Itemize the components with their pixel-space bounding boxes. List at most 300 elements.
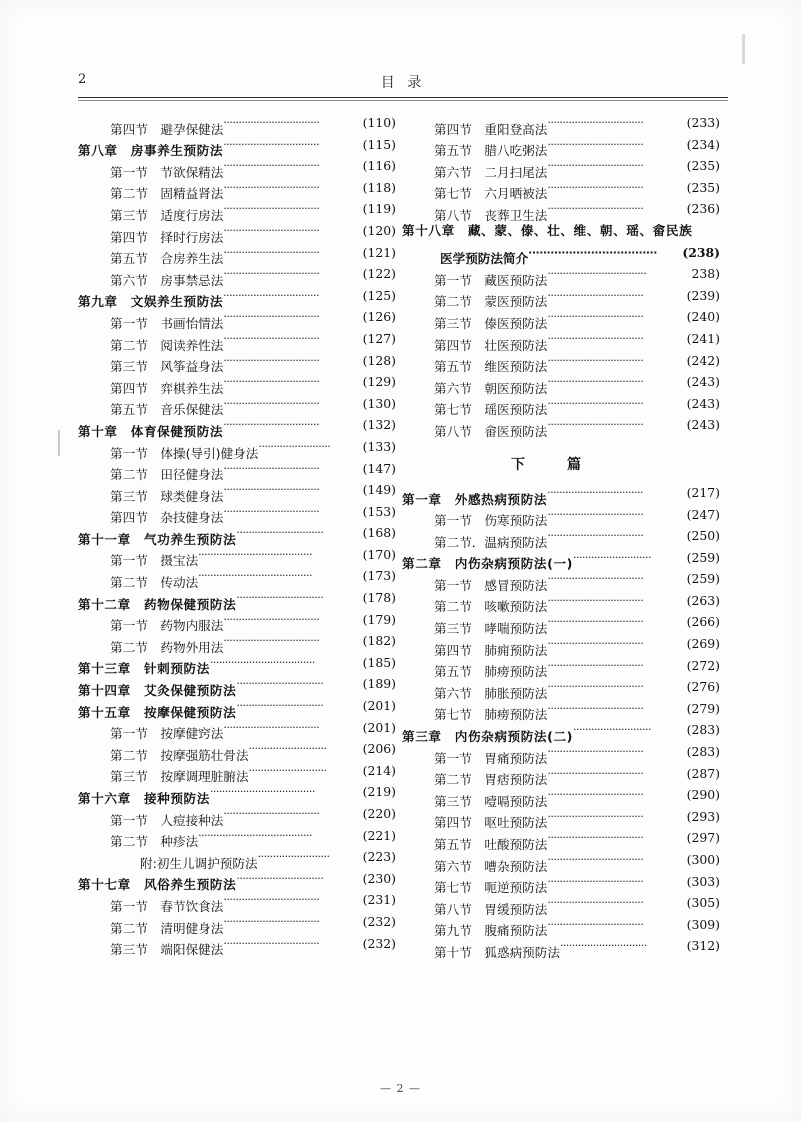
toc-leader-dots: ····························· (236, 526, 324, 540)
toc-entry (76, 717, 396, 742)
toc-leader-dots: ································ (223, 612, 320, 626)
toc-entry (76, 695, 396, 720)
toc-leader-dots: ································ (223, 914, 320, 928)
toc-entry-page: (283) (686, 722, 720, 738)
toc-entry-page: (128) (362, 352, 396, 368)
toc-leader-dots: ································ (547, 593, 644, 607)
toc-entry (400, 350, 720, 375)
page-header (78, 72, 728, 98)
toc-leader-dots: ································ (223, 634, 320, 648)
toc-entry-page: (235) (686, 158, 720, 174)
toc-leader-dots: ································ (547, 874, 644, 888)
toc-entry (76, 177, 396, 202)
folio-number: 2 (78, 72, 87, 87)
toc-entry-page: (235) (686, 179, 720, 195)
toc-entry (76, 328, 396, 353)
toc-entry-label: 第七节 瑶医预防法 (434, 402, 548, 418)
toc-entry-label: 第二节 阅读养性法 (110, 337, 224, 353)
toc-entry-label: 第四节 避孕保健法 (110, 121, 224, 137)
toc-entry (400, 112, 720, 137)
toc-entry (76, 760, 396, 785)
toc-entry-label: 第三节 风筝益身法 (110, 359, 224, 375)
toc-entry (400, 198, 720, 223)
toc-entry-page: (214) (362, 762, 396, 778)
toc-entry-page: (231) (362, 892, 396, 908)
toc-leader-dots: ··································· (209, 655, 315, 669)
toc-leader-dots: ································ (223, 504, 320, 518)
toc-entry (76, 825, 396, 850)
toc-entry-page: (125) (362, 287, 396, 303)
toc-entry-page: (243) (686, 395, 720, 411)
toc-entry (400, 393, 720, 418)
toc-entry-page: (118) (362, 179, 396, 195)
toc-entry-label: 第七节 呃逆预防法 (434, 880, 548, 896)
toc-entry-label: 第六节 嘈杂预防法 (434, 858, 548, 874)
toc-entry-label: 第八节 畲医预防法 (434, 423, 548, 439)
toc-leader-dots: ································ (223, 483, 320, 497)
toc-entry-label: 第二节 蒙医预防法 (434, 294, 548, 310)
toc-entry (400, 741, 720, 766)
toc-entry-page: (120) (362, 222, 396, 238)
toc-entry-page: (309) (686, 916, 720, 932)
toc-leader-dots: ························ (258, 439, 331, 453)
toc-entry-page: (242) (686, 352, 720, 368)
toc-entry-page: (217) (686, 484, 720, 500)
toc-entry (76, 544, 396, 569)
toc-entry-label: 第四节 杂技健身法 (110, 510, 224, 526)
toc-leader-dots: ································ (223, 288, 320, 302)
toc-leader-dots: ································ (547, 353, 644, 367)
toc-entry-label: 第一节 按摩健窍法 (110, 726, 224, 742)
toc-entry-page: (238) (682, 244, 720, 260)
toc-entry-label: 第六节 肺胀预防法 (434, 685, 548, 701)
toc-entry (400, 827, 720, 852)
toc-entry (76, 587, 396, 612)
toc-entry-page: (279) (686, 700, 720, 716)
toc-entry-page: (259) (686, 571, 720, 587)
toc-entry-page: (266) (686, 614, 720, 630)
toc-leader-dots: ································ (547, 180, 644, 194)
toc-leader-dots: ································ (547, 766, 644, 780)
toc-entry-label: 第七节 六月晒被法 (434, 186, 548, 202)
toc-entry-page: (259) (686, 549, 720, 565)
toc-leader-dots: ··································· (209, 785, 315, 799)
toc-entry-label: 第三节 傣医预防法 (434, 315, 548, 331)
toc-entry-label: 第一节 体操(导引)健身法 (110, 445, 259, 461)
toc-entry-page: (122) (362, 266, 396, 282)
toc-entry (76, 436, 396, 461)
toc-leader-dots: ································· (547, 267, 647, 281)
toc-entry-page: (110) (362, 115, 396, 130)
toc-leader-dots: ································ (547, 137, 644, 151)
toc-leader-dots: ································ (547, 572, 644, 586)
toc-entry (400, 285, 720, 310)
toc-entry-label: 第五节 合房养生法 (110, 251, 224, 267)
toc-entry-label: 第四节 弈棋养生法 (110, 380, 224, 396)
toc-entry (400, 547, 720, 572)
toc-entry-label: 第六节 朝医预防法 (434, 380, 548, 396)
toc-entry-page: (232) (362, 913, 396, 929)
toc-entry (400, 763, 720, 788)
toc-entry-label: 第十八章 藏、蒙、傣、壮、维、朝、瑶、畲民族 (402, 222, 693, 238)
toc-leader-dots: ································ (547, 202, 644, 216)
toc-entry-label: 第十四章 艾灸保健预防法 (78, 683, 237, 699)
toc-entry-page: (272) (686, 657, 720, 673)
page-footer: — 2 — (380, 1082, 421, 1095)
toc-entry-label: 第十一章 气功养生预防法 (78, 531, 237, 547)
toc-entry-label: 第二节 咳嗽预防法 (434, 599, 548, 615)
toc-column-left (76, 112, 396, 958)
toc-entry (400, 177, 720, 202)
page-edge-mark-left (58, 430, 60, 456)
toc-entry-label: 第七节 肺痨预防法 (434, 707, 548, 723)
toc-entry-page: (220) (362, 806, 396, 821)
toc-leader-dots: ························ (257, 850, 330, 864)
toc-leader-dots: ································ (223, 807, 320, 820)
toc-entry-page: (201) (362, 698, 396, 714)
toc-entry (76, 652, 396, 677)
toc-entry (76, 371, 396, 396)
toc-entry-label: 第二节 药物外用法 (110, 639, 224, 655)
toc-entry-page: (247) (686, 506, 720, 522)
toc-entry-page: (129) (362, 374, 396, 390)
toc-entry-label: 第一节 藏医预防法 (434, 272, 548, 288)
toc-entry-page: (189) (362, 676, 396, 692)
toc-entry-page: (293) (686, 808, 720, 824)
toc-entry (400, 590, 720, 615)
toc-leader-dots: ································ (547, 745, 644, 759)
toc-entry-page: (241) (686, 330, 720, 346)
toc-entry-page: (147) (362, 460, 396, 476)
toc-entry-label: 第三节 按摩调理脏腑法 (110, 769, 249, 785)
toc-leader-dots: ····························· (236, 677, 324, 691)
toc-entry-label: 第六节 房事禁忌法 (110, 272, 224, 288)
toc-entry-label: 第一节 春节饮食法 (110, 898, 224, 914)
toc-entry-label: 第二节 传动法 (110, 575, 199, 591)
toc-entry (76, 868, 396, 893)
toc-entry (400, 306, 720, 331)
toc-leader-dots: ································ (547, 809, 644, 823)
toc-entry-label: 第一章 外感热病预防法 (402, 491, 548, 507)
toc-entry-page: (179) (362, 611, 396, 627)
toc-entry (76, 285, 396, 310)
toc-entry (76, 263, 396, 288)
toc-entry (400, 525, 720, 550)
toc-entry-page: (149) (362, 482, 396, 498)
toc-leader-dots: ································ (547, 658, 644, 672)
toc-entry-page: 238) (691, 266, 720, 282)
toc-entry-page: (206) (362, 741, 396, 757)
toc-entry-label: 第一节 摄宝法 (110, 553, 199, 569)
toc-entry (76, 565, 396, 591)
toc-leader-dots: ································ (547, 418, 644, 432)
toc-leader-dots: ································ (547, 507, 644, 521)
toc-leader-dots: ··································· (528, 245, 657, 259)
toc-entry (76, 220, 396, 245)
toc-entry-page: (243) (686, 417, 720, 433)
toc-entry (400, 220, 720, 242)
toc-entry (76, 501, 396, 526)
toc-entry-page: (234) (686, 136, 720, 152)
toc-entry-page: (130) (362, 395, 396, 411)
toc-entry (400, 568, 720, 593)
toc-leader-dots: ······································ (198, 828, 313, 842)
toc-entry-label: 第十二章 药物保健预防法 (78, 596, 237, 612)
toc-entry-page: (133) (362, 438, 396, 454)
toc-entry (76, 738, 396, 763)
toc-entry (400, 504, 720, 529)
toc-entry-label: 第八节 丧葬卫生法 (434, 207, 548, 223)
toc-leader-dots: ································ (223, 202, 320, 216)
page-edge-mark-top (742, 34, 745, 64)
toc-entry-label: 第三节 哮喘预防法 (434, 621, 548, 637)
toc-entry-page: (126) (362, 309, 396, 325)
toc-entry-label: 第五节 维医预防法 (434, 359, 548, 375)
toc-entry-page: (236) (686, 201, 720, 217)
toc-entry (76, 889, 396, 914)
toc-entry (76, 414, 396, 439)
toc-leader-dots: ····························· (236, 699, 324, 713)
toc-entry-page: (185) (362, 654, 396, 670)
header-rule-secondary (78, 100, 728, 101)
toc-entry-page: (121) (362, 244, 396, 260)
toc-entry-page: (243) (686, 374, 720, 390)
toc-entry (400, 414, 720, 439)
toc-entry (400, 914, 720, 939)
toc-leader-dots: ································ (547, 331, 644, 345)
toc-leader-dots: ································ (547, 116, 644, 129)
toc-entry-label: 第四节 择时行房法 (110, 229, 224, 245)
toc-entry (76, 242, 396, 267)
toc-entry-label: 第二节 田径健身法 (110, 467, 224, 483)
toc-entry (400, 784, 720, 809)
toc-entry-page: (182) (362, 633, 396, 649)
toc-leader-dots: ······································ (198, 569, 313, 583)
toc-entry-page: (201) (362, 719, 396, 735)
toc-leader-dots: ·························· (248, 763, 327, 777)
toc-entry (76, 609, 396, 634)
toc-leader-dots: ·························· (248, 742, 327, 756)
toc-entry-label: 第四节 壮医预防法 (434, 337, 548, 353)
toc-entry-page: (287) (686, 765, 720, 781)
header-title: 目 录 (380, 75, 426, 91)
toc-leader-dots: ································ (223, 310, 320, 324)
toc-entry-page: (269) (686, 636, 720, 652)
toc-leader-dots: ································ (223, 245, 320, 259)
toc-entry-label: 第二节 按摩强筋壮骨法 (110, 747, 249, 763)
toc-entry-label: 第二节 种疹法 (110, 834, 199, 850)
toc-entry-label: 附:初生儿调护预防法 (140, 855, 258, 871)
toc-leader-dots: ······································ (198, 547, 313, 561)
toc-entry-label: 第二节 胃痞预防法 (434, 772, 548, 788)
toc-entry (76, 479, 396, 504)
toc-entry-page: (312) (686, 938, 720, 954)
toc-entry-page: (178) (362, 590, 396, 606)
toc-entry-label: 第三节 适度行房法 (110, 207, 224, 223)
toc-leader-dots: ································ (223, 267, 320, 281)
toc-entry-page: (263) (686, 592, 720, 608)
toc-entry-page: (297) (686, 830, 720, 846)
toc-entry-page: (115) (362, 136, 396, 152)
toc-leader-dots: ·························· (573, 550, 651, 564)
toc-entry (400, 698, 720, 723)
toc-entry-page: (283) (686, 744, 720, 760)
toc-entry (76, 522, 396, 547)
toc-leader-dots: ································ (547, 529, 644, 543)
toc-entry-label: 第三节 端阳保健法 (110, 942, 224, 958)
toc-leader-dots: ································ (223, 116, 320, 129)
toc-entry-page: (132) (362, 417, 396, 433)
toc-entry-label: 第一节 伤寒预防法 (434, 513, 548, 529)
toc-entry (76, 393, 396, 418)
toc-entry-label: 第十节 狐惑病预防法 (434, 944, 560, 960)
toc-leader-dots: ································ (223, 137, 320, 151)
toc-entry-label: 第十六章 接种预防法 (78, 791, 210, 806)
toc-entry-page: (305) (686, 895, 720, 911)
toc-entry-label: 第六节 二月扫尾法 (434, 164, 548, 180)
toc-leader-dots: ····························· (559, 939, 647, 953)
toc-leader-dots: ································ (223, 936, 320, 950)
toc-entry (76, 911, 396, 936)
toc-entry-label: 第一节 人痘接种法 (110, 812, 224, 828)
toc-entry (76, 198, 396, 223)
toc-entry-label: 第二章 内伤杂病预防法(一) (402, 556, 574, 572)
header-rule (78, 97, 728, 98)
toc-entry-label: 第十五章 按摩保健预防法 (78, 704, 237, 720)
toc-entry-label: 医学预防法简介 (440, 251, 529, 267)
part-heading: 下 篇 (511, 456, 595, 473)
toc-leader-dots: ································ (223, 223, 320, 237)
toc-entry (76, 134, 396, 159)
toc-leader-dots: ································ (547, 375, 644, 389)
toc-leader-dots: ································ (547, 701, 644, 715)
toc-leader-dots: ································ (223, 353, 320, 367)
toc-entry-page: (303) (686, 873, 720, 889)
toc-entry-label: 第二节．温病预防法 (434, 534, 548, 550)
toc-entry-page: (173) (362, 568, 396, 584)
toc-entry-label: 第五节 肺痨预防法 (434, 664, 548, 680)
toc-entry (76, 673, 396, 699)
toc-entry (400, 676, 720, 701)
toc-leader-dots: ····························· (236, 871, 324, 885)
toc-entry (76, 781, 396, 806)
toc-entry-label: 第八章 房事养生预防法 (78, 143, 224, 159)
toc-leader-dots: ································ (223, 396, 320, 410)
toc-entry-page: (153) (362, 503, 396, 519)
toc-entry-label: 第二节 清明健身法 (110, 920, 224, 936)
toc-entry-label: 第三章 内伤杂病预防法(二) (402, 729, 574, 745)
toc-leader-dots: ································ (547, 637, 644, 651)
toc-entry-page: (127) (362, 330, 396, 346)
toc-entry-label: 第五节 腊八吃粥法 (434, 143, 548, 159)
toc-entry-page: (290) (686, 787, 720, 803)
toc-entry-page: (239) (686, 287, 720, 303)
toc-entry-page: (223) (362, 849, 396, 865)
toc-entry (400, 892, 720, 917)
toc-entry (400, 482, 720, 507)
toc-entry (400, 849, 720, 874)
toc-entry-page: (119) (362, 201, 396, 217)
toc-entry (400, 633, 720, 658)
toc-leader-dots: ································ (223, 720, 320, 734)
toc-entry (76, 155, 396, 180)
toc-entry-page: (232) (362, 935, 396, 951)
toc-leader-dots: ································ (547, 615, 644, 629)
toc-entry (400, 719, 720, 745)
toc-entry-label: 第九节 腹痛预防法 (434, 923, 548, 939)
toc-entry-page: (233) (686, 115, 720, 130)
toc-entry (400, 806, 720, 831)
toc-leader-dots: ································ (223, 893, 320, 907)
toc-entry (400, 242, 720, 267)
toc-entry (76, 803, 396, 828)
toc-entry-label: 第一节 感冒预防法 (434, 577, 548, 593)
toc-entry-label: 第十章 体育保健预防法 (78, 423, 224, 439)
toc-entry-page: (219) (362, 784, 396, 800)
toc-leader-dots: ································ (547, 831, 644, 845)
toc-entry-page: (170) (362, 546, 396, 562)
toc-leader-dots: ································ (223, 331, 320, 345)
toc-entry-label: 第四节 肺痈预防法 (434, 642, 548, 658)
toc-entry-label: 第五节 吐酸预防法 (434, 837, 548, 852)
toc-entry-label: 第八节 胃缓预防法 (434, 901, 548, 917)
toc-leader-dots: ····························· (236, 591, 324, 605)
toc-leader-dots: ································ (547, 853, 644, 866)
toc-entry-label: 第四节 呕吐预防法 (434, 815, 548, 831)
toc-entry (76, 306, 396, 331)
toc-entry-label: 第五节 音乐保健法 (110, 402, 224, 418)
toc-entry-page: (240) (686, 309, 720, 325)
toc-entry-page: (250) (686, 528, 720, 544)
toc-entry-label: 第一节 节欲保精法 (110, 164, 224, 180)
toc-column-right (400, 112, 720, 960)
toc-entry-label: 第三节 噎嗝预防法 (434, 793, 548, 809)
toc-entry (76, 350, 396, 375)
toc-entry (76, 112, 396, 137)
toc-entry-page: (276) (686, 679, 720, 695)
toc-entry (400, 371, 720, 396)
toc-entry-page: (168) (362, 525, 396, 541)
toc-leader-dots: ································ (223, 375, 320, 389)
toc-entry (400, 871, 720, 896)
toc-leader-dots: ································ (547, 310, 644, 324)
toc-entry (76, 933, 396, 958)
toc-entry-page: (230) (362, 870, 396, 886)
toc-leader-dots: ································ (223, 418, 320, 432)
toc-leader-dots: ································ (547, 680, 644, 694)
toc-entry (400, 935, 720, 960)
toc-entry-label: 第二节 固精益肾法 (110, 186, 224, 202)
toc-entry-label: 第一节 胃痛预防法 (434, 750, 548, 766)
toc-leader-dots: ································ (223, 461, 320, 475)
toc-entry (76, 458, 396, 483)
toc-entry-label: 第九章 文娱养生预防法 (78, 294, 224, 310)
toc-entry (400, 155, 720, 180)
toc-entry-label: 第一节 药物内服法 (110, 618, 224, 634)
toc-entry-label: 第十七章 风俗养生预防法 (78, 877, 237, 893)
toc-leader-dots: ································ (547, 788, 644, 802)
toc-leader-dots: ································ (223, 180, 320, 194)
toc-leader-dots: ································ (547, 917, 644, 931)
toc-entry-label: 第一节 书画怡情法 (110, 315, 224, 331)
toc-entry-page: (300) (686, 852, 720, 867)
toc-entry-label: 第四节 重阳登高法 (434, 121, 548, 137)
toc-entry (400, 611, 720, 637)
toc-leader-dots: ·························· (573, 723, 651, 737)
toc-entry-page: (221) (362, 827, 396, 843)
toc-leader-dots: ································ (547, 396, 644, 410)
toc-entry-label: 第三节 球类健身法 (110, 488, 224, 504)
